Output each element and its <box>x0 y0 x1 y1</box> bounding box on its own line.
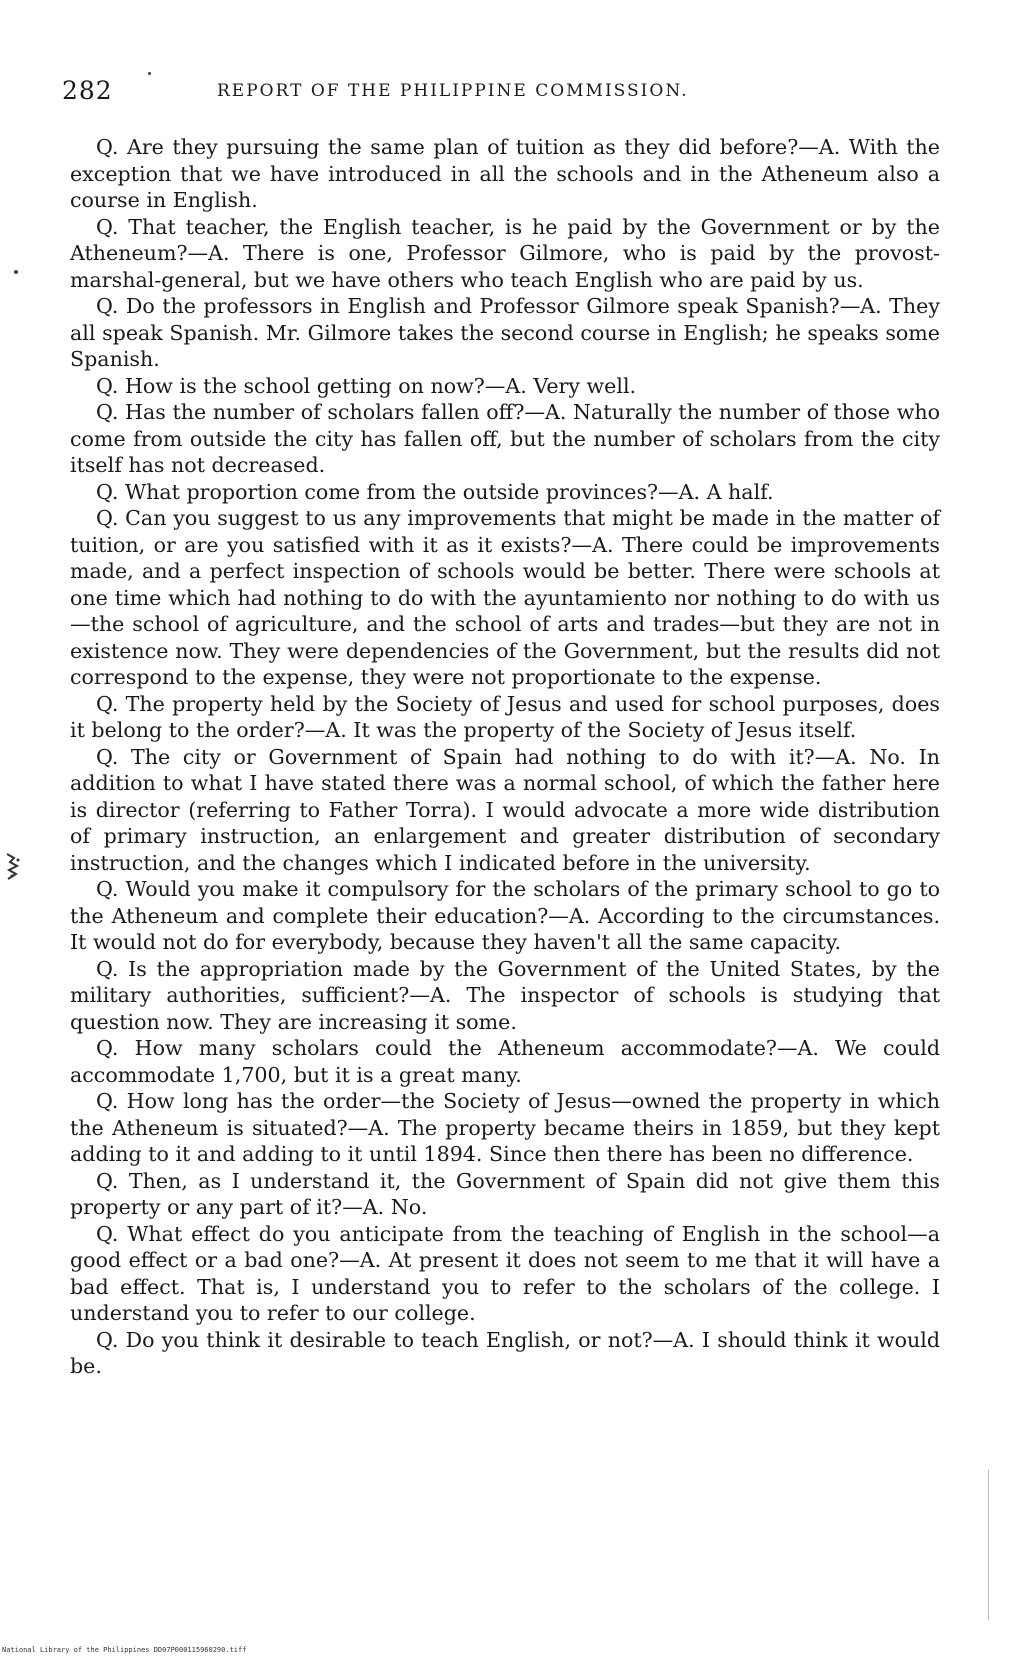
page-header <box>62 76 938 116</box>
testimony-body <box>70 134 940 1380</box>
testimony-paragraph: Q. Is the appropriation made by the Government of the United States, by the military authorities, sufficient?—A. The inspector of schools is studying that question now. They are increasing it some. <box>70 956 940 1034</box>
scan-speck <box>148 72 151 75</box>
testimony-paragraph: Q. Do you think it desirable to teach English, or not?—A. I should think it would be. <box>70 1327 940 1378</box>
testimony-paragraph: Q. That teacher, the English teacher, is he paid by the Government or by the Atheneum?—A. There is one, Professor Gilmore, who is paid by the provost-marshal-general, but we have others who teach English who are paid by us. <box>70 214 940 292</box>
testimony-paragraph: Q. How is the school getting on now?—A. Very well. <box>96 373 637 398</box>
page-number: 282 <box>62 76 113 105</box>
testimony-paragraph: Q. The city or Government of Spain had nothing to do with it?—A. No. In addition to what I have stated there was a normal school, of which the father here is director (referring to Father Torra). I would advocate a more wide distribution of primary instruction, an enlargement and greater distribution of secondary instruction, and the changes which I indicated before in the university. <box>70 744 940 875</box>
testimony-paragraph: Q. Can you suggest to us any improvements that might be made in the matter of tuition, or are you satisfied with it as it exists?—A. There could be improvements made, and a perfect inspection of schools would be better. There were schools at one time which had nothing to do with the ayuntamiento nor nothing to do with us—the school of agriculture, and the school of arts and trades—but they are not in existence now. They were dependencies of the Government, but the results did not correspond to the expense, they were not proportionate to the expense. <box>70 506 940 689</box>
testimony-paragraph: Q. Has the number of scholars fallen off?—A. Naturally the number of those who come from outside the city has fallen off, but the number of scholars from the city itself has not decreased. <box>70 400 940 477</box>
testimony-paragraph: Q. Then, as I understand it, the Government of Spain did not give them this property or any part of it?—A. No. <box>70 1168 940 1219</box>
testimony-paragraph: Q. How long has the order—the Society of Jesus—owned the property in which the Atheneum is situated?—A. The property became theirs in 1859, but they kept adding to it and adding to it until 1894. Since then there has been no difference. <box>70 1089 940 1166</box>
scan-speck <box>14 270 18 274</box>
testimony-paragraph: Q. What proportion come from the outside provinces?—A. A half. <box>96 479 774 504</box>
testimony-paragraph: Q. Are they pursuing the same plan of tuition as they did before?—A. With the exception that we have introduced in all the schools and in the Atheneum also a course in English. <box>70 135 940 212</box>
testimony-paragraph: Q. Would you make it compulsory for the scholars of the primary school to go to the Atheneum and complete their education?—A. According to the circumstances. It would not do for everybody, because they haven't all the same capacity. <box>70 877 940 954</box>
margin-smudge-icon <box>4 852 22 882</box>
testimony-paragraph: Q. What effect do you anticipate from the teaching of English in the school—a good effect or a bad one?—A. At present it does not seem to me that it will have a bad effect. That is, I understand you to refer to the scholars of the college. I understand you to refer to our college. <box>70 1221 940 1325</box>
scan-edge-line <box>988 1470 989 1620</box>
testimony-paragraph: Q. The property held by the Society of Jesus and used for school purposes, does it belong to the order?—A. It was the property of the Society of Jesus itself. <box>70 691 940 742</box>
testimony-paragraph: Q. How many scholars could the Atheneum accommodate?—A. We could accommodate 1,700, but it is a great many. <box>70 1036 940 1087</box>
running-title: REPORT OF THE PHILIPPINE COMMISSION. <box>217 81 689 101</box>
testimony-paragraph: Q. Do the professors in English and Professor Gilmore speak Spanish?—A. They all speak Spanish. Mr. Gilmore takes the second course in English; he speaks some Spanish. <box>70 294 940 371</box>
scan-footer: National Library of the Philippines DD07P000115960290.tiff <box>2 1646 247 1654</box>
